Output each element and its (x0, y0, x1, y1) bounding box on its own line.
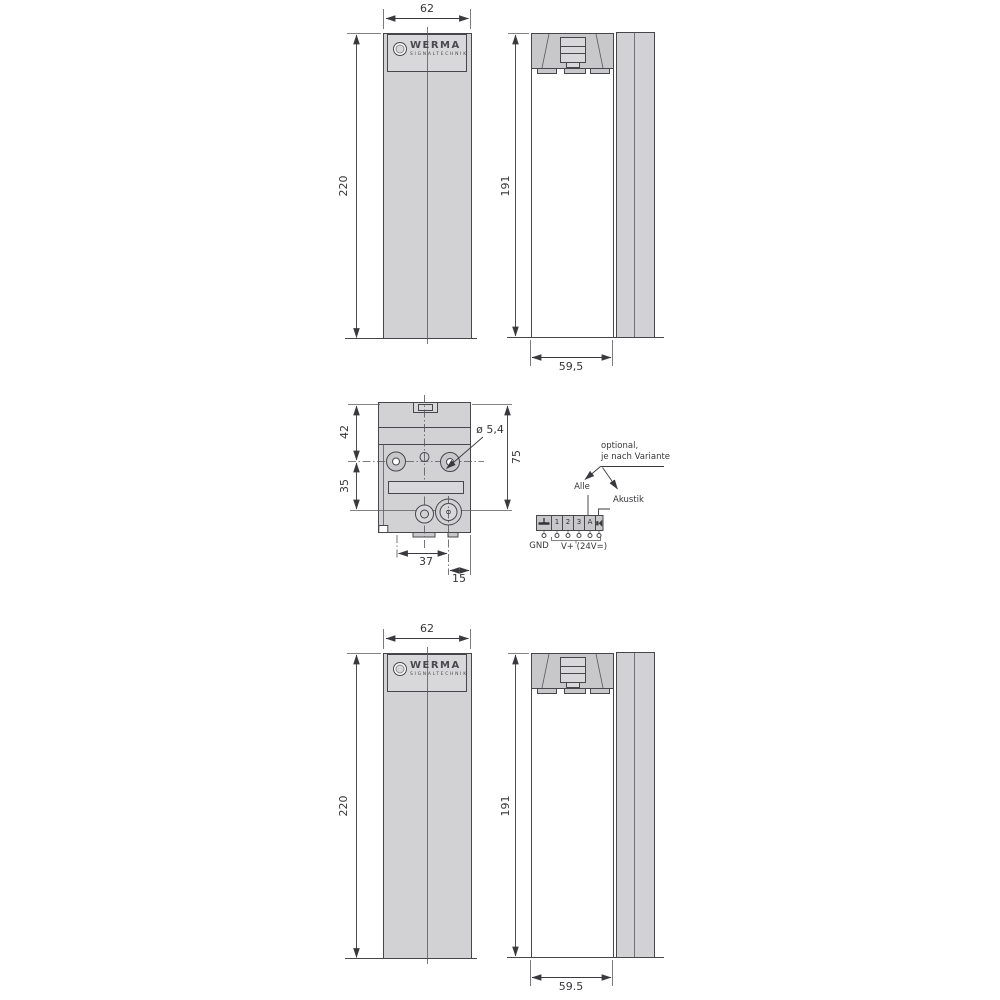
terminal-label-supply: V+ (24V=) (560, 542, 608, 552)
terminal-screws (542, 531, 601, 538)
terminal-note-line1: optional, (601, 441, 639, 451)
terminal-diagram (537, 467, 665, 544)
brand-subtitle: SIGNALTECHNIK (410, 52, 468, 57)
terminal-cell-3: 3 (576, 518, 582, 526)
werma-logo-icon (393, 42, 407, 56)
side-view-top (507, 33, 664, 367)
side-view-bottom (507, 653, 664, 987)
dim-height-top: 220 (337, 175, 350, 197)
front-view-bottom (345, 629, 477, 964)
dim-width-top: 62 (420, 2, 434, 15)
dim-75: 75 (510, 450, 523, 464)
dim-depth-top: 59,5 (558, 360, 584, 373)
werma-logo-bottom (393, 660, 468, 677)
hole-diameter-label: ø 5,4 (476, 423, 504, 436)
terminal-cell-2: 2 (565, 518, 571, 526)
terminal-cell-a: A (587, 518, 593, 526)
dim-body-height-top: 191 (499, 175, 512, 197)
dim-depth-bottom: 59.5 (558, 980, 584, 993)
slot (389, 482, 464, 494)
terminal-label-akustik: Akustik (613, 495, 644, 505)
terminal-label-alle: Alle (574, 482, 590, 492)
brand-name: WERMA (410, 40, 461, 51)
dim-15: 15 (452, 572, 466, 585)
terminal-note-line2: je nach Variante (601, 452, 671, 462)
plan-view (348, 395, 512, 575)
mounting-hole-left (387, 452, 406, 471)
mounting-hole-right (441, 453, 460, 472)
terminal-cell-1: 1 (554, 518, 560, 526)
terminal-label-gnd: GND (529, 541, 549, 551)
dim-height-bottom: 220 (337, 795, 350, 817)
werma-logo-top (393, 40, 468, 57)
werma-logo-icon (393, 662, 407, 676)
dim-37: 37 (419, 555, 433, 568)
dim-body-height-bottom: 191 (499, 795, 512, 817)
cable-entry-small (416, 505, 434, 523)
dim-35: 35 (338, 479, 351, 493)
dim-width-bottom: 62 (420, 622, 434, 635)
front-view-top (345, 9, 477, 344)
brand-name: WERMA (410, 660, 461, 671)
supply-bracket (552, 537, 601, 541)
brand-subtitle: SIGNALTECHNIK (410, 672, 468, 677)
dim-42: 42 (338, 425, 351, 439)
